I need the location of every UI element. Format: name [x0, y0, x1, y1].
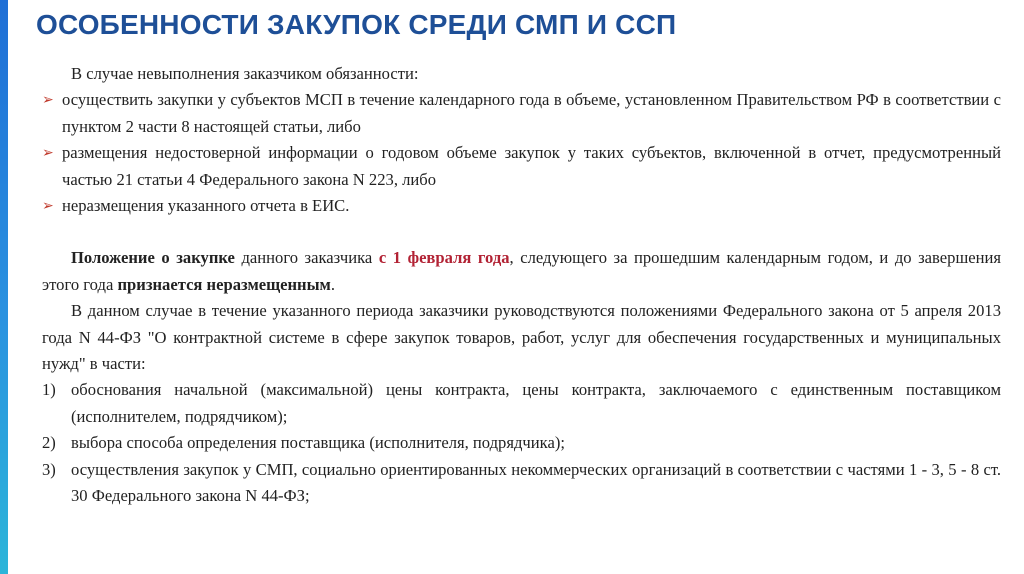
arrow-bullet-icon: ➢ — [42, 145, 54, 162]
item-text: осуществления закупок у СМП, социально ориентированных некоммерческих организаций в соответствии с частями 1 - 3, 5 - 8 ст. 30 Федерального закона N 44-ФЗ; — [71, 459, 1001, 506]
item-number: 3) — [42, 459, 56, 479]
numbered-item — [42, 457, 1001, 510]
text-span: данного заказчика — [234, 248, 379, 268]
item-text: выбора способа определения поставщика (исполнителя, подрядчика); — [71, 433, 565, 453]
deadline-highlight: с 1 февраля года — [378, 248, 510, 268]
bullet-text: неразмещения указанного отчета в ЕИС. — [62, 196, 350, 216]
item-number: 1) — [42, 380, 56, 400]
bullet-item — [42, 193, 1001, 219]
bullet-item — [42, 87, 1001, 140]
item-text: обоснования начальной (максимальной) цены контракта, цены контракта, заключаемого с единственным поставщиком (исполнителем, подрядчиком); — [71, 380, 1001, 426]
numbered-item — [42, 430, 1001, 456]
spacer — [42, 219, 1001, 245]
regulation-label: Положение о закупке — [71, 248, 235, 268]
bullet-item — [42, 140, 1001, 193]
text-span: , следующего за прошедшим календарным годом, и до завершения этого года — [42, 248, 1001, 294]
law-paragraph: В данном случае в течение указанного периода заказчики руководствуются положениями Федерального закона от 5 апреля 2013 года N 44-ФЗ "О контрактной системе в сфере закупок товаров, работ, услуг для обеспечения государственных и муниципальных нужд" в части: — [42, 301, 1001, 374]
accent-bar — [0, 0, 8, 574]
page-title: ОСОБЕННОСТИ ЗАКУПОК СРЕДИ СМП И ССП — [36, 9, 677, 40]
bullet-text: размещения недостоверной информации о годовом объеме закупок у таких субъектов, включенной в отчет, предусмотренный частью 21 статьи 4 Федерального закона N 223, либо — [62, 143, 1001, 189]
document-body — [42, 61, 1001, 510]
text-span: . — [330, 274, 336, 294]
bullet-text: осуществить закупки у субъектов МСП в течение календарного года в объеме, установленном Правительством РФ в соответствии с пунктом 2 части 8 настоящей статьи, либо — [62, 90, 1001, 136]
item-number: 2) — [42, 433, 56, 453]
arrow-bullet-icon: ➢ — [42, 198, 54, 215]
arrow-bullet-icon: ➢ — [42, 92, 54, 109]
status-emphasis: признается неразмещенным — [117, 274, 331, 294]
regulation-paragraph — [42, 245, 1001, 298]
intro-text: В случае невыполнения заказчиком обязанности: — [71, 64, 419, 83]
numbered-item — [42, 377, 1001, 430]
